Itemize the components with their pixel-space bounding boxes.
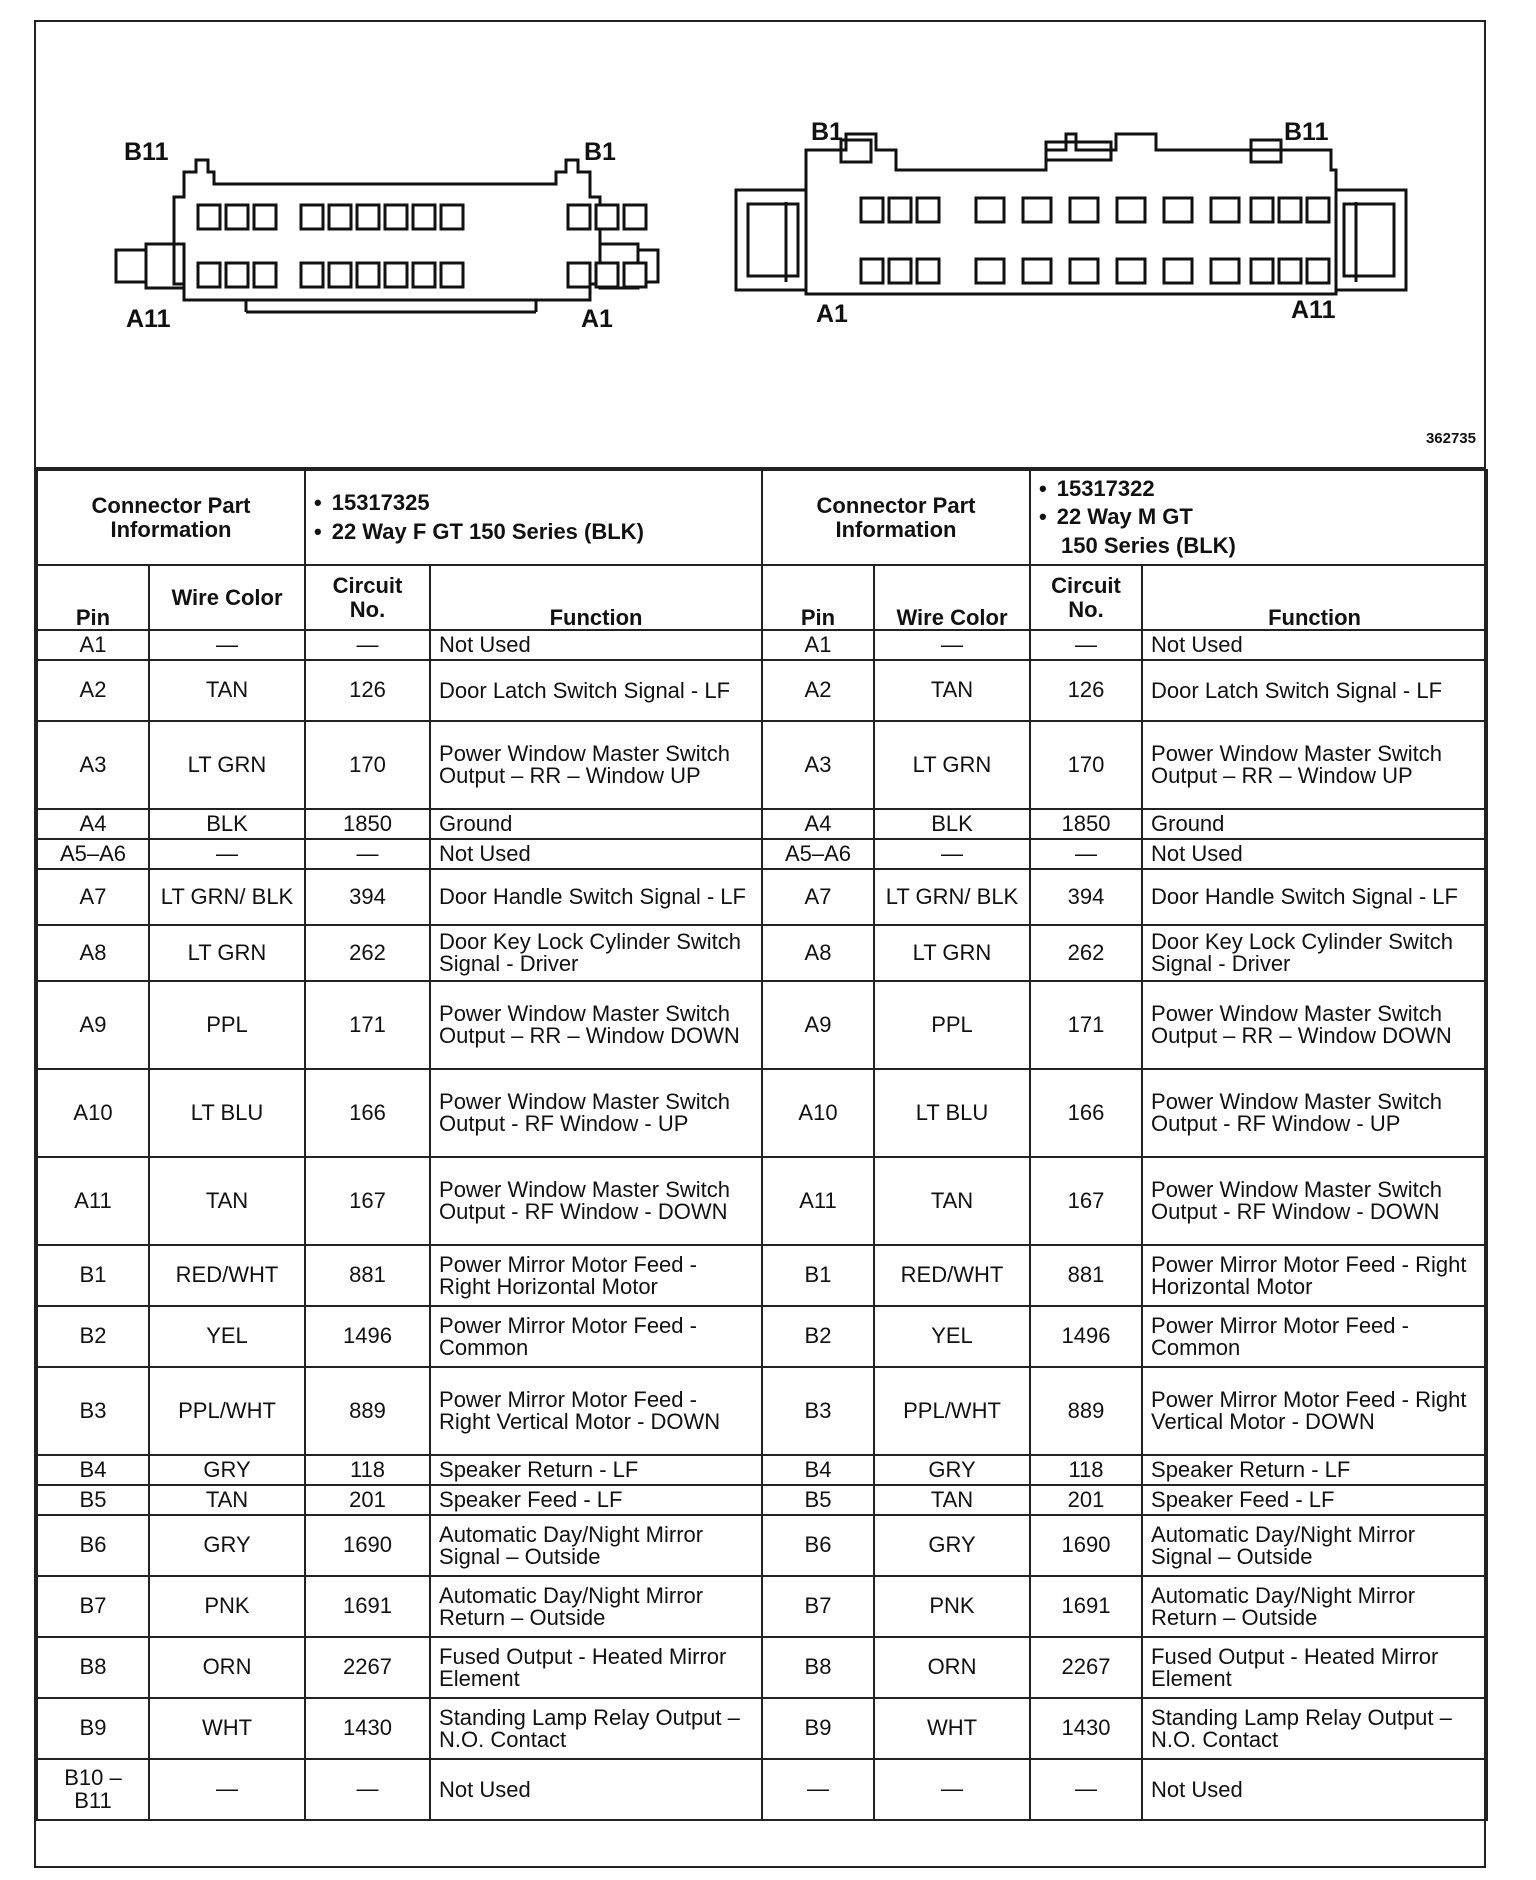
right-cavity [861,198,883,222]
left-table-row [37,1069,762,1157]
left-pin-cell: B10 – B11 [37,1759,149,1820]
right-info-label: Connector Part Information [762,470,1030,565]
right-description-line1: • 22 Way M GT [1039,503,1478,532]
right-header-circuit: Circuit No. [1030,565,1142,630]
right-pin-cell: A3 [762,721,874,809]
left-table-row [37,839,762,869]
right-table-row [762,1367,1487,1455]
right-label-b11: B11 [1284,118,1329,146]
right-info-values [1030,470,1487,565]
right-table-row [762,1069,1487,1157]
left-table-body [37,630,762,1820]
right-circuit-cell: 201 [1030,1485,1142,1515]
right-pin-cell: A8 [762,925,874,981]
left-function-cell: Door Key Lock Cylinder Switch Signal - Driver [430,925,762,981]
right-pin-cell: B5 [762,1485,874,1515]
right-function-cell: Power Window Master Switch Output - RF Window - UP [1142,1069,1487,1157]
right-header-function: Function [1142,565,1487,630]
right-cavity [1251,259,1273,283]
right-table-row [762,1485,1487,1515]
right-wire-color-cell: LT BLU [874,1069,1030,1157]
left-cavity [413,263,435,287]
right-circuit-cell: 2267 [1030,1637,1142,1698]
left-function-cell: Automatic Day/Night Mirror Signal – Outside [430,1515,762,1576]
right-table-row [762,721,1487,809]
right-table-row [762,660,1487,721]
right-wire-color-cell: PPL/WHT [874,1367,1030,1455]
left-table-row [37,1455,762,1485]
figure-id: 362735 [1425,430,1476,447]
right-function-cell: Not Used [1142,630,1487,660]
right-header-pin: Pin [762,565,874,630]
right-function-cell: Power Window Master Switch Output – RR – Window DOWN [1142,981,1487,1069]
left-circuit-cell: 394 [305,869,430,925]
left-cavity [441,205,463,229]
left-circuit-cell: 262 [305,925,430,981]
left-wire-color-cell: LT GRN [149,925,305,981]
left-function-cell: Fused Output - Heated Mirror Element [430,1637,762,1698]
right-cavity [1251,198,1273,222]
right-label-b1: B1 [811,118,843,146]
left-pin-cell: A10 [37,1069,149,1157]
left-cavity [385,205,407,229]
right-function-cell: Fused Output - Heated Mirror Element [1142,1637,1487,1698]
left-circuit-cell: 1430 [305,1698,430,1759]
right-cavity [976,259,1004,283]
right-wire-color-cell: GRY [874,1515,1030,1576]
left-cavity [441,263,463,287]
left-function-cell: Power Window Master Switch Output – RR – Window DOWN [430,981,762,1069]
left-table-row [37,1157,762,1245]
left-pin-cell: B1 [37,1245,149,1306]
right-function-cell: Not Used [1142,839,1487,869]
left-function-cell: Door Handle Switch Signal - LF [430,869,762,925]
left-circuit-cell: 889 [305,1367,430,1455]
right-cavity [1164,259,1192,283]
right-cavity [861,259,883,283]
right-function-cell: Power Window Master Switch Output - RF Window - DOWN [1142,1157,1487,1245]
left-info-values [305,470,762,565]
left-label-b1: B1 [584,138,616,166]
right-pin-cell: A4 [762,809,874,839]
left-circuit-cell: 166 [305,1069,430,1157]
left-circuit-cell: 126 [305,660,430,721]
right-circuit-cell: 166 [1030,1069,1142,1157]
left-function-cell: Speaker Return - LF [430,1455,762,1485]
left-cavity [226,263,248,287]
left-cavity [301,205,323,229]
right-function-cell: Standing Lamp Relay Output – N.O. Contact [1142,1698,1487,1759]
left-circuit-cell: 201 [305,1485,430,1515]
left-pin-cell: B9 [37,1698,149,1759]
left-table-row [37,721,762,809]
left-function-cell: Power Mirror Motor Feed - Common [430,1306,762,1367]
right-wire-color-cell: PNK [874,1576,1030,1637]
right-wire-color-cell: — [874,1759,1030,1820]
right-cavity [917,259,939,283]
left-label-b11: B11 [124,138,169,166]
right-wire-color-cell: LT GRN/ BLK [874,869,1030,925]
left-circuit-cell: — [305,1759,430,1820]
left-cavity [301,263,323,287]
right-circuit-cell: 262 [1030,925,1142,981]
right-wire-color-cell: YEL [874,1306,1030,1367]
right-wire-color-cell: — [874,630,1030,660]
left-table-row [37,1245,762,1306]
left-function-cell: Power Window Master Switch Output - RF Window - UP [430,1069,762,1157]
left-cavity [357,263,379,287]
left-wire-color-cell: PPL/WHT [149,1367,305,1455]
left-wire-color-cell: ORN [149,1637,305,1698]
right-table-row [762,1637,1487,1698]
left-wire-color-cell: LT GRN/ BLK [149,869,305,925]
right-pin-cell: A7 [762,869,874,925]
right-pin-cell: A10 [762,1069,874,1157]
left-wire-color-cell: GRY [149,1455,305,1485]
right-wire-color-cell: RED/WHT [874,1245,1030,1306]
right-circuit-cell: 881 [1030,1245,1142,1306]
left-function-cell: Standing Lamp Relay Output – N.O. Contact [430,1698,762,1759]
left-cavity [596,205,618,229]
left-wire-color-cell: YEL [149,1306,305,1367]
right-circuit-cell: 118 [1030,1455,1142,1485]
left-function-cell: Power Window Master Switch Output – RR – Window UP [430,721,762,809]
left-circuit-cell: 881 [305,1245,430,1306]
left-table-row [37,1515,762,1576]
right-function-cell: Door Key Lock Cylinder Switch Signal - Driver [1142,925,1487,981]
left-circuit-cell: 171 [305,981,430,1069]
left-wire-color-cell: GRY [149,1515,305,1576]
left-pin-table [36,469,763,1821]
left-header-pin: Pin [37,565,149,630]
right-label-a11: A11 [1291,296,1336,324]
left-function-cell: Power Mirror Motor Feed - Right Vertical Motor - DOWN [430,1367,762,1455]
right-table-row [762,630,1487,660]
right-wire-color-cell: TAN [874,1485,1030,1515]
left-cavity [568,205,590,229]
right-cavity [1279,198,1301,222]
right-circuit-cell: 1850 [1030,809,1142,839]
left-header-wire-color: Wire Color [149,565,305,630]
left-pin-cell: B2 [37,1306,149,1367]
left-circuit-cell: 2267 [305,1637,430,1698]
left-cavity [568,263,590,287]
right-wire-color-cell: — [874,839,1030,869]
pin-tables [36,467,1484,1870]
right-circuit-cell: — [1030,630,1142,660]
left-pin-cell: B8 [37,1637,149,1698]
left-wire-color-cell: WHT [149,1698,305,1759]
right-table-row [762,809,1487,839]
right-pin-cell: A1 [762,630,874,660]
left-wire-color-cell: — [149,839,305,869]
left-pin-cell: B6 [37,1515,149,1576]
right-cavity [1117,198,1145,222]
left-cavity [596,263,618,287]
right-function-cell: Power Mirror Motor Feed - Common [1142,1306,1487,1367]
right-table-body [762,630,1487,1820]
left-pin-cell: A4 [37,809,149,839]
left-wire-color-cell: TAN [149,1485,305,1515]
right-info-row [762,470,1487,565]
left-pin-cell: B4 [37,1455,149,1485]
right-cavity [1211,198,1239,222]
left-description: • 22 Way F GT 150 Series (BLK) [314,518,753,547]
left-table-row [37,809,762,839]
right-pin-cell: B7 [762,1576,874,1637]
left-function-cell: Power Window Master Switch Output - RF Window - DOWN [430,1157,762,1245]
right-table-row [762,1576,1487,1637]
left-wire-color-cell: PPL [149,981,305,1069]
right-table-row [762,869,1487,925]
right-function-cell: Door Latch Switch Signal - LF [1142,660,1487,721]
left-circuit-cell: — [305,839,430,869]
left-wire-color-cell: LT GRN [149,721,305,809]
right-cavity [1023,259,1051,283]
left-table-row [37,981,762,1069]
right-table-row [762,1157,1487,1245]
right-table-row [762,1306,1487,1367]
left-table-row [37,630,762,660]
left-pin-cell: A8 [37,925,149,981]
left-info-label: Connector Part Information [37,470,305,565]
right-wire-color-cell: BLK [874,809,1030,839]
right-cavity [889,198,911,222]
left-header-circuit: Circuit No. [305,565,430,630]
right-pin-cell: A2 [762,660,874,721]
left-cavity [329,205,351,229]
right-function-cell: Speaker Feed - LF [1142,1485,1487,1515]
left-wire-color-cell: TAN [149,1157,305,1245]
left-cavity [198,263,220,287]
right-wire-color-cell: TAN [874,660,1030,721]
left-pin-cell: A7 [37,869,149,925]
right-description-line2: 150 Series (BLK) [1061,532,1236,558]
right-cavity [1117,259,1145,283]
right-pin-cell: B4 [762,1455,874,1485]
left-wire-color-cell: PNK [149,1576,305,1637]
right-cavity [1070,259,1098,283]
left-circuit-cell: — [305,630,430,660]
left-pin-cell: A3 [37,721,149,809]
left-cavity [329,263,351,287]
right-cavity [1164,198,1192,222]
right-function-cell: Not Used [1142,1759,1487,1820]
left-circuit-cell: 1496 [305,1306,430,1367]
right-function-cell: Automatic Day/Night Mirror Signal – Outside [1142,1515,1487,1576]
right-cavity [1023,198,1051,222]
left-circuit-cell: 118 [305,1455,430,1485]
right-cavity [1307,198,1329,222]
left-function-cell: Not Used [430,1759,762,1820]
right-table-row [762,1455,1487,1485]
left-function-cell: Automatic Day/Night Mirror Return – Outside [430,1576,762,1637]
left-table-row [37,1485,762,1515]
right-pin-table [761,469,1488,1821]
left-pin-cell: A1 [37,630,149,660]
right-wire-color-cell: ORN [874,1637,1030,1698]
right-circuit-cell: 394 [1030,869,1142,925]
left-table-row [37,1576,762,1637]
left-cavity [624,205,646,229]
right-pin-cell: B2 [762,1306,874,1367]
right-connector-cavities [861,198,1329,283]
left-function-cell: Speaker Feed - LF [430,1485,762,1515]
left-cavity [624,263,646,287]
left-pin-cell: A11 [37,1157,149,1245]
left-wire-color-cell: LT BLU [149,1069,305,1157]
left-table-row [37,869,762,925]
right-function-cell: Automatic Day/Night Mirror Return – Outside [1142,1576,1487,1637]
right-cavity [889,259,911,283]
right-cavity [917,198,939,222]
left-connector-cavities [198,205,646,287]
right-table-row [762,1515,1487,1576]
left-circuit-cell: 1850 [305,809,430,839]
left-wire-color-cell: BLK [149,809,305,839]
left-function-cell: Not Used [430,630,762,660]
left-pin-cell: B3 [37,1367,149,1455]
left-cavity [357,205,379,229]
right-function-cell: Ground [1142,809,1487,839]
right-header-wire-color: Wire Color [874,565,1030,630]
left-circuit-cell: 1691 [305,1576,430,1637]
right-circuit-cell: 1690 [1030,1515,1142,1576]
left-header-row [37,565,762,630]
right-pin-cell: A11 [762,1157,874,1245]
right-table-row [762,1698,1487,1759]
left-table-row [37,1759,762,1820]
left-wire-color-cell: — [149,630,305,660]
connector-drawings [36,22,1484,465]
right-cavity [976,198,1004,222]
left-header-function: Function [430,565,762,630]
right-circuit-cell: 170 [1030,721,1142,809]
right-circuit-cell: 126 [1030,660,1142,721]
right-part-number: • 15317322 [1039,475,1478,504]
left-cavity [413,205,435,229]
right-pin-cell: B3 [762,1367,874,1455]
left-cavity [254,205,276,229]
right-table-row [762,981,1487,1069]
right-pin-cell: B8 [762,1637,874,1698]
left-function-cell: Door Latch Switch Signal - LF [430,660,762,721]
right-pin-cell: — [762,1759,874,1820]
right-wire-color-cell: TAN [874,1157,1030,1245]
right-wire-color-cell: PPL [874,981,1030,1069]
left-cavity [226,205,248,229]
left-connector-drawing [116,160,658,312]
right-circuit-cell: 171 [1030,981,1142,1069]
right-cavity [1279,259,1301,283]
right-table-row [762,839,1487,869]
left-wire-color-cell: RED/WHT [149,1245,305,1306]
left-table-row [37,1698,762,1759]
left-function-cell: Not Used [430,839,762,869]
left-cavity [198,205,220,229]
left-table-row [37,925,762,981]
left-table-row [37,660,762,721]
right-table-row [762,1759,1487,1820]
left-pin-cell: A2 [37,660,149,721]
left-label-a1: A1 [581,305,613,333]
right-pin-cell: B1 [762,1245,874,1306]
left-info-row [37,470,762,565]
left-part-number: • 15317325 [314,489,753,518]
right-circuit-cell: — [1030,839,1142,869]
right-pin-cell: B9 [762,1698,874,1759]
left-pin-cell: B5 [37,1485,149,1515]
right-pin-cell: A9 [762,981,874,1069]
right-function-cell: Power Mirror Motor Feed - Right Vertical Motor - DOWN [1142,1367,1487,1455]
right-circuit-cell: 167 [1030,1157,1142,1245]
left-circuit-cell: 170 [305,721,430,809]
right-function-cell: Door Handle Switch Signal - LF [1142,869,1487,925]
right-cavity [1211,259,1239,283]
left-circuit-cell: 1690 [305,1515,430,1576]
left-wire-color-cell: — [149,1759,305,1820]
right-pin-cell: A5–A6 [762,839,874,869]
right-cavity [1070,198,1098,222]
right-cavity [1307,259,1329,283]
right-circuit-cell: 1496 [1030,1306,1142,1367]
left-function-cell: Ground [430,809,762,839]
right-wire-color-cell: LT GRN [874,721,1030,809]
right-circuit-cell: 889 [1030,1367,1142,1455]
left-pin-cell: A9 [37,981,149,1069]
right-label-a1: A1 [816,300,848,328]
left-pin-cell: B7 [37,1576,149,1637]
right-table-row [762,1245,1487,1306]
right-header-row [762,565,1487,630]
left-wire-color-cell: TAN [149,660,305,721]
left-table-row [37,1637,762,1698]
right-circuit-cell: 1430 [1030,1698,1142,1759]
right-circuit-cell: — [1030,1759,1142,1820]
left-cavity [385,263,407,287]
connector-diagram [36,22,1484,467]
right-wire-color-cell: WHT [874,1698,1030,1759]
left-pin-cell: A5–A6 [37,839,149,869]
right-function-cell: Speaker Return - LF [1142,1455,1487,1485]
right-wire-color-cell: LT GRN [874,925,1030,981]
right-function-cell: Power Mirror Motor Feed - Right Horizontal Motor [1142,1245,1487,1306]
right-pin-cell: B6 [762,1515,874,1576]
right-circuit-cell: 1691 [1030,1576,1142,1637]
right-function-cell: Power Window Master Switch Output – RR – Window UP [1142,721,1487,809]
left-function-cell: Power Mirror Motor Feed - Right Horizontal Motor [430,1245,762,1306]
left-circuit-cell: 167 [305,1157,430,1245]
right-wire-color-cell: GRY [874,1455,1030,1485]
left-table-row [37,1306,762,1367]
left-cavity [254,263,276,287]
right-table-row [762,925,1487,981]
left-label-a11: A11 [126,305,171,333]
connector-sheet [34,20,1486,1868]
left-table-row [37,1367,762,1455]
